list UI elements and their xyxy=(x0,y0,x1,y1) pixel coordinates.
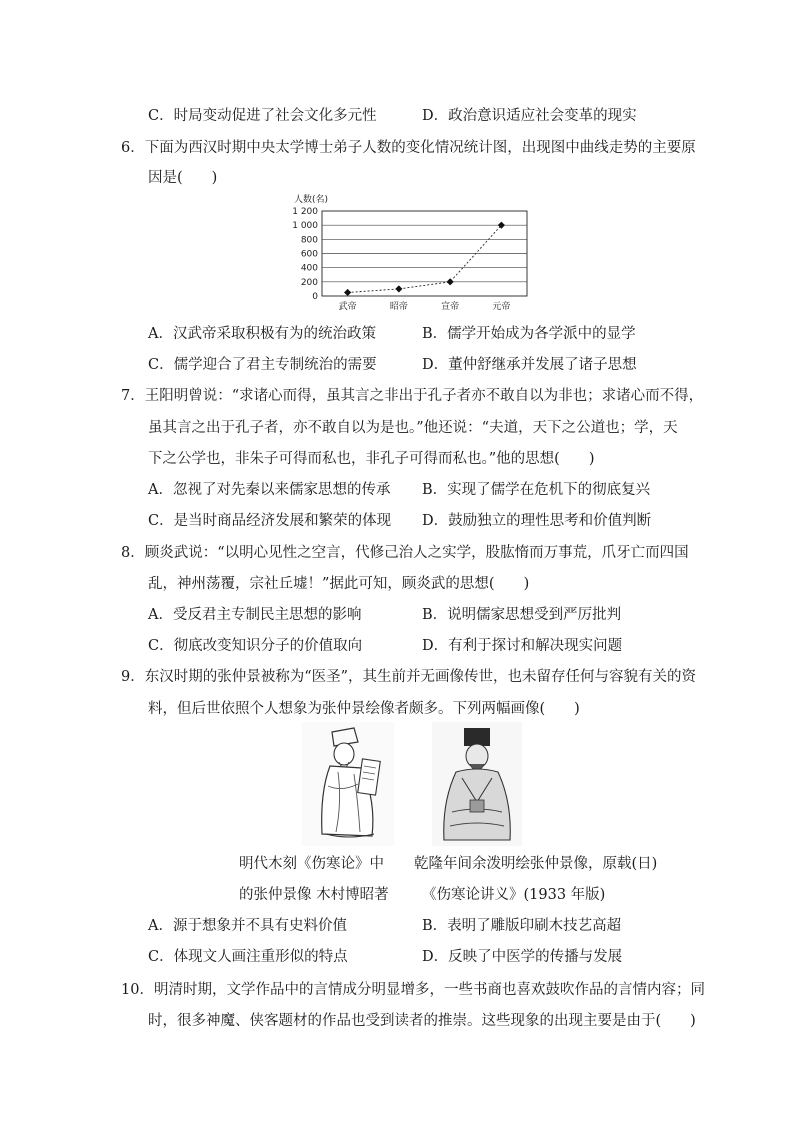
chart-data-point xyxy=(447,278,454,285)
q9-stem-line1: 9．东汉时期的张仲景被称为“医圣”，其生前并无画像传世，也未留存任何与容貌有关的资 xyxy=(121,669,697,685)
q9-option-a: A．源于想象并不具有史料价值 xyxy=(148,918,347,934)
chart-data-point xyxy=(395,285,402,292)
q10-stem-line2: 时，很多神魔、侠客题材的作品也受到读者的推崇。这些现象的出现主要是由于( ) xyxy=(148,1013,696,1029)
q6-option-b: B．儒学开始成为各学派中的显学 xyxy=(422,326,636,342)
chart-series xyxy=(344,222,505,296)
q6-option-d: D．董仲舒继承并发展了诸子思想 xyxy=(422,357,637,373)
q7-stem-line2: 虽其言之出于孔子者，亦不敢自以为是也。”他还说：“夫道，天下之公道也；学，天 xyxy=(148,420,678,436)
caption-left-line2: 的张仲景像 木村博昭著 xyxy=(239,887,389,903)
q5-option-c: C．时局变动促进了社会文化多元性 xyxy=(148,108,377,124)
caption-right-line2: 《伤寒论讲义》(1933 年版) xyxy=(422,887,606,903)
chart-y-tick-label: 200 xyxy=(300,277,318,288)
q7-stem-line1: 7．王阳明曾说：“求诸心而得，虽其言之非出于孔子者亦不敢自以为非也；求诸心而不得， xyxy=(121,388,704,404)
q7-option-a: A．忽视了对先秦以来儒家思想的传承 xyxy=(148,482,391,498)
chart-data-point xyxy=(498,222,505,229)
chart-y-tick-label: 800 xyxy=(300,235,318,246)
q7-option-d: D．鼓励独立的理性思考和价值判断 xyxy=(422,513,652,529)
q8-option-c: C．彻底改变知识分子的价值取向 xyxy=(148,638,363,654)
q6-line-chart xyxy=(282,193,542,315)
portrait-qianlong-painting-image xyxy=(432,722,522,846)
q6-stem-line1: 6．下面为西汉时期中央太学博士弟子人数的变化情况统计图，出现图中曲线走势的主要原 xyxy=(121,140,696,156)
q8-stem-line1: 8．顾炎武说：“以明心见性之空言，代修己治人之实学，股肱惰而万事荒，爪牙亡而四国 xyxy=(121,545,689,561)
chart-y-tick-label: 1 000 xyxy=(292,221,318,232)
chart-x-tick-label: 昭帝 xyxy=(389,302,408,312)
q10-stem-line1: 10．明清时期，文学作品中的言情成分明显增多，一些书商也喜欢鼓吹作品的言情内容；同 xyxy=(121,982,705,998)
q9-option-b: B．表明了雕版印刷木技艺高超 xyxy=(422,918,622,934)
chart-y-tick-label: 1 200 xyxy=(292,207,318,217)
q6-option-a: A．汉武帝采取积极有为的统治政策 xyxy=(148,326,376,342)
caption-left-line1: 明代木刻《伤寒论》中 xyxy=(239,856,384,872)
chart-y-tick-label: 600 xyxy=(300,249,318,260)
chart-y-tick-label: 0 xyxy=(312,292,318,302)
q9-option-d: D．反映了中医学的传播与发展 xyxy=(422,949,623,965)
q9-option-c: C．体现文人画注重形似的特点 xyxy=(148,949,348,965)
q8-option-d: D．有利于探讨和解决现实问题 xyxy=(422,638,623,654)
q5-option-d: D．政治意识适应社会变革的现实 xyxy=(422,108,637,124)
chart-grid xyxy=(322,211,527,296)
q6-option-c: C．儒学迎合了君主专制统治的需要 xyxy=(148,357,377,373)
q8-stem-line2: 乱，神州荡覆，宗社丘墟！”据此可知，顾炎武的思想( ) xyxy=(148,576,530,592)
chart-x-ticks xyxy=(339,300,511,312)
portrait-ming-woodcut-image xyxy=(302,722,394,846)
q7-stem-line3: 下之公学也，非朱子可得而私也，非孔子可得而私也。”他的思想( ) xyxy=(148,451,595,467)
chart-x-tick-label: 宣帝 xyxy=(441,302,460,312)
chart-y-tick-label: 400 xyxy=(300,263,318,274)
q7-option-b: B．实现了儒学在危机下的彻底复兴 xyxy=(422,482,651,498)
chart-series-line xyxy=(348,225,502,292)
chart-x-tick-label: 武帝 xyxy=(338,302,357,312)
chart-data-point xyxy=(344,289,351,296)
q6-stem-line2: 因是( ) xyxy=(148,170,218,186)
chart-y-ticks xyxy=(292,207,318,302)
chart-y-axis-label: 人数(名) xyxy=(294,195,329,205)
q8-option-b: B．说明儒家思想受到严厉批判 xyxy=(422,607,622,623)
caption-right-line1: 乾隆年间余泼明绘张仲景像，原载(日) xyxy=(414,856,658,872)
q7-option-c: C．是当时商品经济发展和繁荣的体现 xyxy=(148,513,392,529)
chart-x-tick-label: 元帝 xyxy=(492,302,511,312)
q9-stem-line2: 料，但后世依照个人想象为张仲景绘像者颇多。下列两幅画像( ) xyxy=(148,701,580,717)
q8-option-a: A．受反君主专制民主思想的影响 xyxy=(148,607,362,623)
